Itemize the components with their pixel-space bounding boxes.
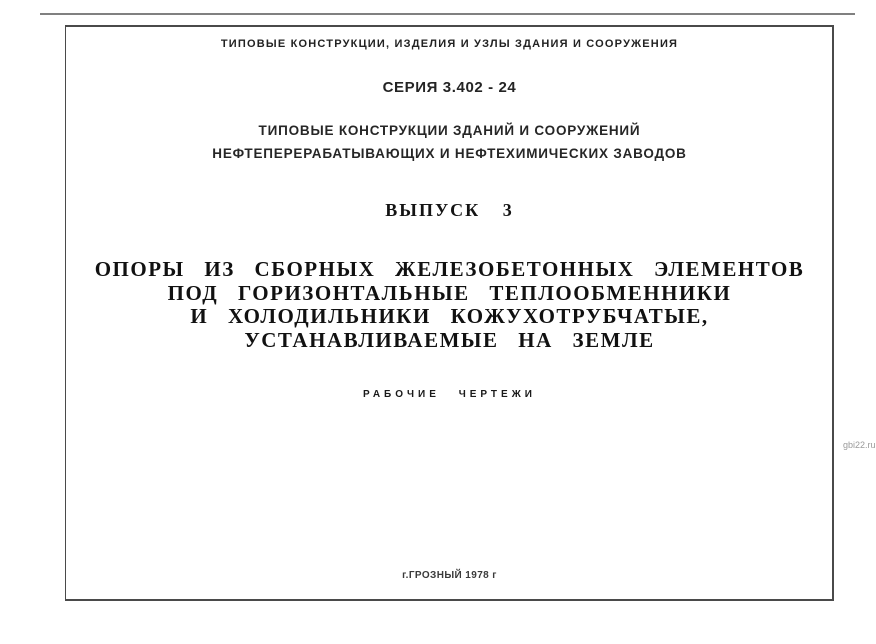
header-series-line: ТИПОВЫЕ КОНСТРУКЦИИ, ИЗДЕЛИЯ И УЗЛЫ ЗДАНИЯ И СООРУЖЕНИЯ (220, 38, 679, 50)
document-type-label: РАБОЧИЕ ЧЕРТЕЖИ (363, 389, 536, 400)
title-line-2: ПОД ГОРИЗОНТАЛЬНЫЕ ТЕПЛООБМЕННИКИ (167, 280, 732, 305)
outer-top-rule (40, 13, 855, 15)
series-number: СЕРИЯ 3.402 - 24 (382, 79, 517, 96)
title-line-4: УСТАНАВЛИВАЕМЫЕ НА ЗЕМЛЕ (244, 327, 655, 352)
title-line-1: ОПОРЫ ИЗ СБОРНЫХ ЖЕЛЕЗОБЕТОННЫХ ЭЛЕМЕНТОВ (94, 257, 805, 281)
city-year-imprint: г.ГРОЗНЫЙ 1978 г (402, 570, 497, 581)
subtitle-line-1: ТИПОВЫЕ КОНСТРУКЦИИ ЗДАНИЙ И СООРУЖЕНИЙ (258, 123, 641, 138)
issue-number: ВЫПУСК 3 (385, 200, 514, 220)
site-watermark: gbi22.ru (843, 440, 876, 450)
document-title (65, 258, 834, 352)
title-line-3: И ХОЛОДИЛЬНИКИ КОЖУХОТРУБЧАТЫЕ, (190, 304, 709, 328)
subtitle-line-2: НЕФТЕПЕРЕРАБАТЫВАЮЩИХ И НЕФТЕХИМИЧЕСКИХ ЗАВОДОВ (212, 146, 687, 161)
